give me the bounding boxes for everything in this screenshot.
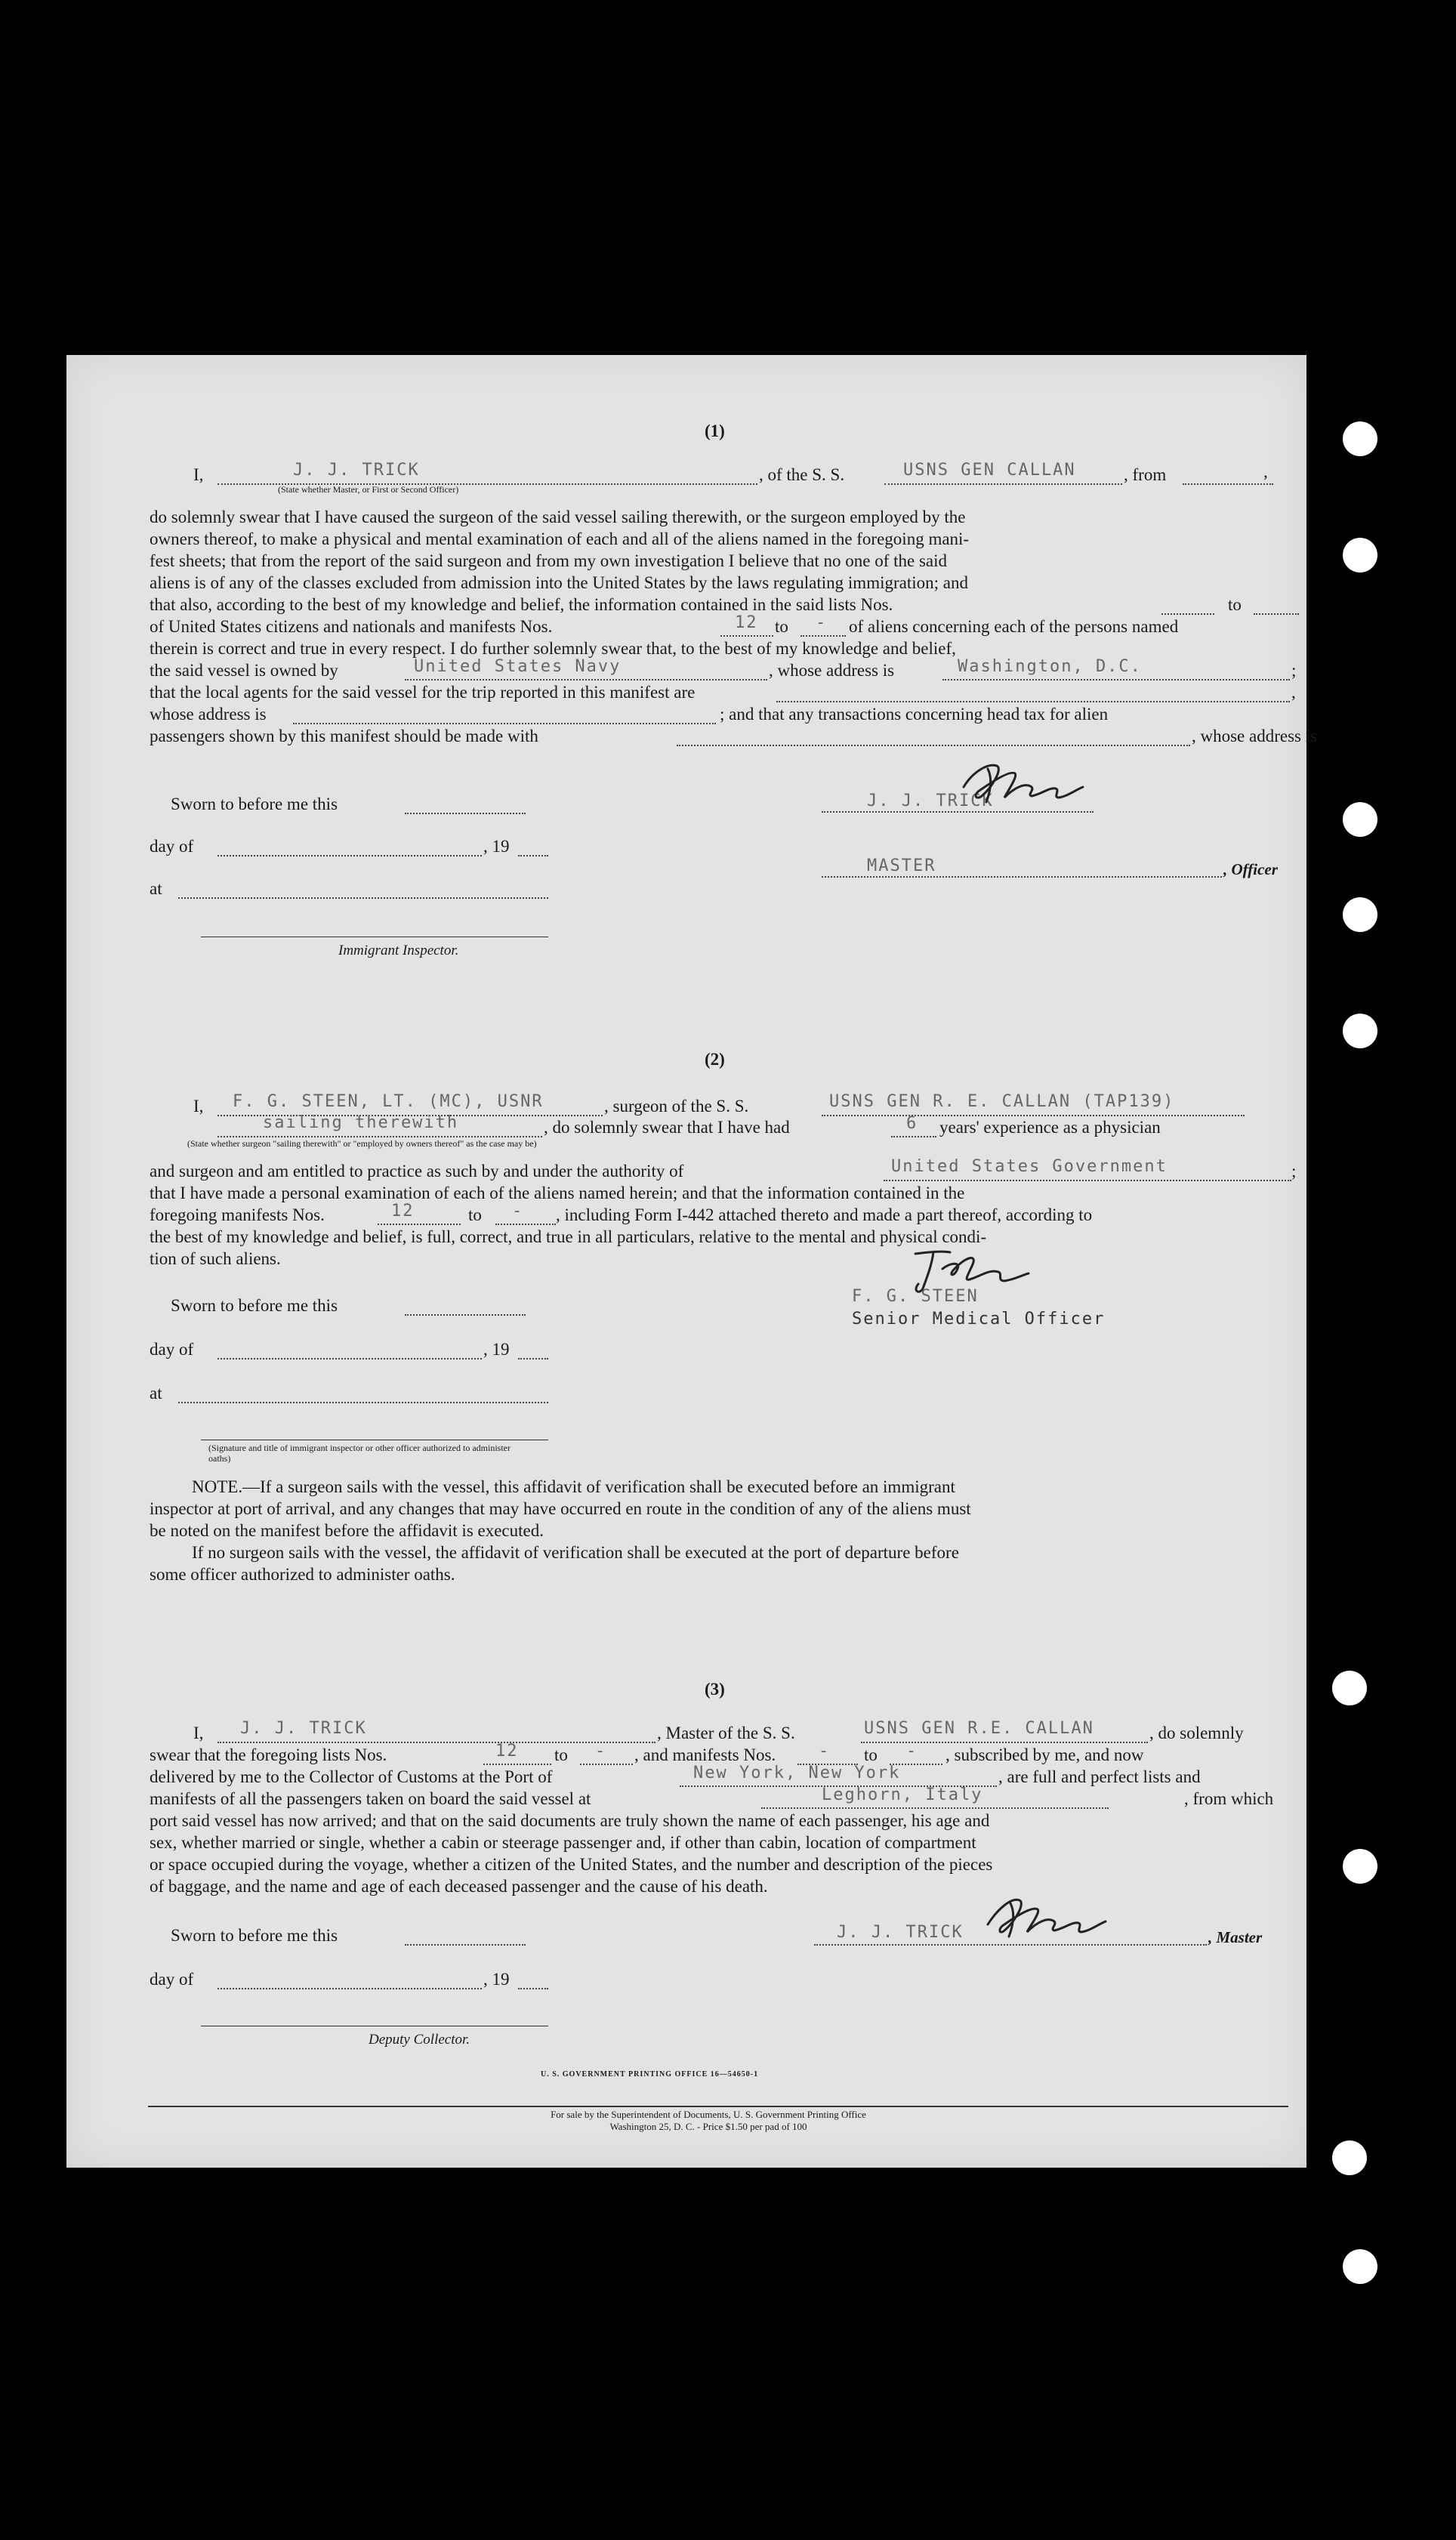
oath-line: the best of my knowledge and belief, is full, correct, and true in all particulars, relative to the mental and physical condi-: [150, 1227, 987, 1246]
whose-address-label: whose address is: [150, 705, 267, 724]
lists-nos-field: [1161, 613, 1214, 615]
years-field: [891, 1136, 936, 1137]
authority-field: [884, 1180, 1291, 1181]
manifest-affidavit-page: [66, 355, 1318, 2168]
master-line-prefix: I,: [193, 465, 204, 484]
solemnly-label: , do solemnly: [1149, 1724, 1244, 1742]
swear-label: swear that the foregoing lists Nos.: [150, 1745, 387, 1764]
note-line: If no surgeon sails with the vessel, the affidavit of verification shall be executed at the port of departure before: [192, 1543, 959, 1562]
agents-field: [776, 701, 1290, 702]
master-signature: [973, 1891, 1116, 1944]
practice-label: and surgeon and am entitled to practice as such by and under the authority of: [150, 1162, 684, 1180]
sailing-caption: (State whether surgeon "sailing therewith" or "employed by owners thereof" as the case may be): [187, 1138, 537, 1149]
manifests-to-value: -: [906, 1742, 918, 1761]
oath-line: of baggage, and the name and age of each deceased passenger and the cause of his death.: [150, 1877, 768, 1896]
vessel-field: [884, 483, 1122, 485]
vessel-value: USNS GEN CALLAN: [903, 461, 1076, 480]
note-text: —If a surgeon sails with the vessel, this affidavit of verification shall be executed before an immigrant: [242, 1477, 955, 1496]
sworn-label: Sworn to before me this: [171, 1296, 338, 1315]
binder-hole: [1343, 2249, 1377, 2284]
inspector-caption: Immigrant Inspector.: [338, 943, 459, 958]
owner-field: [405, 679, 767, 681]
note-line: be noted on the manifest before the affidavit is executed.: [150, 1521, 544, 1540]
punctuation: ;: [1291, 661, 1297, 680]
oath-paragraph-3: [150, 1810, 1297, 1897]
master-name-field: [217, 1742, 656, 1743]
at-label: at: [150, 879, 162, 898]
oath-paragraph-1: [150, 506, 1297, 594]
owner-address-value: Washington, D.C.: [958, 657, 1142, 676]
from-which-label: , from which: [1184, 1789, 1274, 1808]
master-name-value: J. J. TRICK: [293, 461, 420, 480]
binder-hole: [1343, 421, 1377, 456]
sworn-label: Sworn to before me this: [171, 795, 338, 813]
to-label: to: [864, 1745, 878, 1764]
day-of-field: [217, 855, 482, 856]
master-name-value: J. J. TRICK: [240, 1719, 367, 1738]
lists-to-field: [1254, 613, 1299, 615]
footer-rule: [148, 2106, 1288, 2107]
manifest-to-field: [495, 1224, 556, 1225]
note-paragraph: [150, 1476, 1297, 1585]
year-field: [518, 1988, 548, 1989]
from-value: ,: [1263, 462, 1268, 481]
to-label: to: [775, 617, 788, 636]
year-field: [518, 855, 548, 856]
sworn-label: Sworn to before me this: [171, 1926, 338, 1945]
to-label: to: [554, 1745, 568, 1764]
whose-address-label: , whose address is: [1192, 727, 1318, 745]
binder-hole: [1343, 802, 1377, 837]
embark-port-field: [761, 1807, 1109, 1809]
surgeon-name-value: F. G. STEEN, LT. (MC), USNR: [233, 1092, 544, 1111]
owner-value: United States Navy: [414, 657, 622, 676]
officer-label: , Officer: [1223, 860, 1278, 878]
sailing-value: sailing therewith: [263, 1113, 459, 1132]
lists-to-value: -: [595, 1742, 607, 1761]
binder-hole: [1343, 1849, 1377, 1884]
oath-line: that also, according to the best of my knowledge and belief, the information contained in the said lists Nos.: [150, 595, 893, 614]
manifests-from-value: -: [819, 1742, 831, 1761]
oath-line: do solemnly swear that I have caused the surgeon of the said vessel sailing therewith, or the surgeon employed by the: [150, 508, 966, 526]
surgeon-vessel-value: USNS GEN R. E. CALLAN (TAP139): [829, 1092, 1175, 1111]
passengers-label: passengers shown by this manifest should be made with: [150, 727, 538, 745]
section-2-number: (2): [705, 1050, 725, 1069]
lists-from-value: 12: [495, 1742, 519, 1761]
and-manifests-label: , and manifests Nos.: [634, 1745, 776, 1764]
vessel-value: USNS GEN R.E. CALLAN: [864, 1719, 1094, 1738]
sworn-field: [405, 1314, 526, 1316]
oath-line: that I have made a personal examination of each of the aliens named herein; and that the information contained in the: [150, 1184, 965, 1202]
officer-title-value: MASTER: [867, 856, 936, 875]
master-typed-name: J. J. TRICK: [837, 1923, 964, 1942]
day-of-field: [217, 1358, 482, 1360]
master-role-caption: (State whether Master, or First or Second Officer): [278, 484, 459, 495]
note-line: [150, 1476, 1297, 1498]
vessel-field: [861, 1742, 1148, 1743]
binder-hole: [1332, 1671, 1367, 1705]
head-tax-field: [677, 745, 1190, 746]
agents-label: that the local agents for the said vessel for the trip reported in this manifest are: [150, 683, 696, 702]
manifest-to-value: -: [512, 1202, 524, 1221]
punctuation: ;: [1291, 1162, 1297, 1180]
section-3-number: (3): [705, 1680, 725, 1699]
year-label: , 19: [483, 837, 510, 856]
manifest-to-value: -: [816, 613, 828, 632]
section-1-number: (1): [705, 421, 725, 440]
note-label: NOTE.: [192, 1477, 243, 1496]
years-text: years' experience as a physician: [939, 1118, 1161, 1137]
oath-line: of aliens concerning each of the persons named: [849, 617, 1179, 636]
surgeon-typed-name: F. G. STEEN: [852, 1287, 979, 1306]
at-field: [178, 1402, 548, 1403]
gpo-imprint: U. S. GOVERNMENT PRINTING OFFICE 16—54650-1: [541, 2070, 759, 2079]
oath-line: tion of such aliens.: [150, 1249, 281, 1268]
oath-line: sex, whether married or single, whether a cabin or steerage passenger and, if other than cabin, location of compartment: [150, 1833, 976, 1852]
oath-line: aliens is of any of the classes excluded from admission into the United States by the laws regulating immigration; and: [150, 573, 968, 592]
swear-text: , do solemnly swear that I have had: [544, 1118, 790, 1137]
oath-line: therein is correct and true in every respect. I do further solemnly swear that, to the best of my knowledge and belief,: [150, 639, 956, 658]
binder-hole: [1343, 538, 1377, 573]
binder-hole: [1343, 1014, 1377, 1048]
surgeon-line-prefix: I,: [193, 1097, 204, 1116]
oath-line: owners thereof, to make a physical and mental examination of each and all of the aliens named in the foregoing mani-: [150, 529, 970, 548]
day-of-label: day of: [150, 1340, 194, 1359]
oath-line: fest sheets; that from the report of the said surgeon and from my own investigation I believe that no one of the said: [150, 551, 948, 570]
master-label: , Master: [1208, 1928, 1263, 1946]
year-label: , 19: [483, 1340, 510, 1359]
to-label: to: [1228, 595, 1242, 614]
of-the-ss-label: , of the S. S.: [759, 465, 845, 484]
collector-caption: Deputy Collector.: [369, 2032, 470, 2048]
master-typed-name: J. J. TRICK: [867, 792, 994, 810]
owned-by-label: the said vessel is owned by: [150, 661, 338, 680]
manifests-label: foregoing manifests Nos.: [150, 1205, 325, 1224]
oath-line: port said vessel has now arrived; and that on the said documents are truly shown the name of each passenger, his age and: [150, 1811, 990, 1830]
oath-line: or space occupied during the voyage, whether a citizen of the United States, and the number and description of the pieces: [150, 1855, 993, 1874]
master-of-label: , Master of the S. S.: [657, 1724, 795, 1742]
manifest-from-value: 12: [735, 613, 758, 632]
surgeon-of-label: , surgeon of the S. S.: [604, 1097, 749, 1116]
note-line: some officer authorized to administer oaths.: [150, 1565, 455, 1584]
surgeon-title: Senior Medical Officer: [852, 1310, 1106, 1329]
day-of-label: day of: [150, 837, 194, 856]
owner-address-field: [942, 679, 1290, 681]
officer-caption: (Signature and title of immigrant inspector or other officer authorized to administer oaths): [208, 1443, 511, 1464]
manifests-label: manifests of all the passengers taken on board the said vessel at: [150, 1789, 591, 1808]
sworn-field: [405, 813, 526, 814]
year-label: , 19: [483, 1970, 510, 1989]
from-label: , from: [1124, 465, 1167, 484]
subscribed-label: , subscribed by me, and now: [945, 1745, 1144, 1764]
from-field: [1183, 483, 1273, 485]
sworn-field: [405, 1944, 526, 1946]
master-signature: [942, 757, 1094, 810]
port-value: New York, New York: [693, 1764, 901, 1782]
whose-address-label: , whose address is: [769, 661, 895, 680]
delivered-label: delivered by me to the Collector of Customs at the Port of: [150, 1767, 553, 1786]
sale-notice-line-2: Washington 25, D. C. - Price $1.50 per pad of 100: [609, 2121, 807, 2132]
punctuation: ,: [1291, 683, 1296, 702]
binder-hole: [1343, 897, 1377, 932]
authority-value: United States Government: [891, 1157, 1168, 1176]
at-label: at: [150, 1384, 162, 1403]
manifest-to-field: [800, 635, 846, 637]
head-tax-text: ; and that any transactions concerning head tax for alien: [720, 705, 1109, 724]
master-line-prefix: I,: [193, 1724, 204, 1742]
manifests-suffix: , including Form I-442 attached thereto and made a part thereof, according to: [556, 1205, 1093, 1224]
oath-line: of United States citizens and nationals and manifests Nos.: [150, 617, 553, 636]
sale-notice-line-1: For sale by the Superintendent of Documents, U. S. Government Printing Office: [551, 2109, 866, 2120]
manifest-from-field: [720, 635, 773, 637]
lists-to-field: [580, 1764, 633, 1765]
day-of-label: day of: [150, 1970, 194, 1989]
lists-from-field: [483, 1764, 551, 1765]
manifest-from-value: 12: [391, 1202, 415, 1221]
years-value: 6: [906, 1114, 918, 1133]
to-label: to: [468, 1205, 482, 1224]
at-field: [178, 897, 548, 899]
delivered-suffix: , are full and perfect lists and: [998, 1767, 1201, 1786]
day-of-field: [217, 1988, 482, 1989]
agents-address-field: [293, 723, 716, 724]
note-line: inspector at port of arrival, and any changes that may have occurred en route in the condition of any of the aliens must: [150, 1499, 971, 1518]
embark-port-value: Leghorn, Italy: [822, 1785, 983, 1804]
binder-hole: [1332, 2140, 1367, 2175]
master-signature-field: [814, 1944, 1207, 1946]
manifest-from-field: [378, 1224, 461, 1225]
year-field: [518, 1358, 548, 1360]
